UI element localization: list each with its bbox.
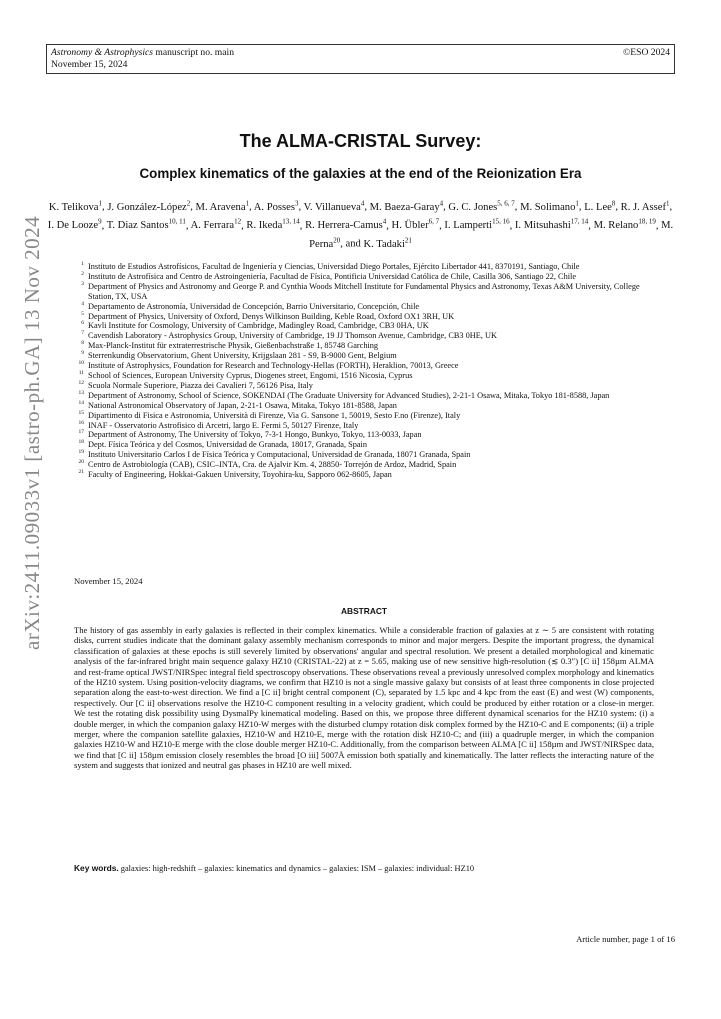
author-affiliation-mark: 5, 6, 7 bbox=[497, 199, 515, 207]
author-name: I. De Looze bbox=[47, 220, 99, 232]
author-name: M. Relano bbox=[593, 220, 639, 232]
author-name: J. González-López bbox=[107, 201, 187, 213]
affiliation-text: Department of Astronomy, The University of Tokyo, 7-3-1 Hongo, Bunkyo, Tokyo, 113-0033, Japan bbox=[88, 430, 422, 440]
manuscript-number: manuscript no. main bbox=[155, 47, 234, 58]
author bbox=[593, 217, 656, 232]
affiliation-number: 2 bbox=[81, 270, 84, 277]
author-affiliation-mark: 17, 14 bbox=[570, 217, 589, 226]
author bbox=[190, 217, 242, 232]
affiliation-item bbox=[74, 341, 654, 351]
affiliation-item bbox=[74, 440, 654, 450]
author bbox=[444, 217, 510, 232]
journal-header bbox=[46, 44, 675, 74]
author-name: M. Perna bbox=[309, 220, 674, 250]
affiliation-number: 9 bbox=[81, 350, 84, 357]
author bbox=[369, 199, 444, 213]
affiliation-number: 15 bbox=[78, 409, 84, 416]
keywords-text: galaxies: high-redshift – galaxies: kinematics and dynamics – galaxies: ISM – galaxies: individual: HZ10 bbox=[120, 864, 475, 873]
affiliation-number: 3 bbox=[81, 280, 84, 287]
author bbox=[253, 199, 299, 213]
affiliation-item bbox=[74, 470, 654, 480]
author-affiliation-mark: 1 bbox=[98, 199, 103, 207]
author-affiliation-mark: 1 bbox=[245, 199, 250, 207]
affiliation-number: 8 bbox=[81, 340, 84, 347]
affiliation-item bbox=[74, 302, 654, 312]
author-name: G. C. Jones bbox=[448, 201, 498, 213]
author-affiliation-mark: 15, 16 bbox=[492, 217, 510, 226]
author bbox=[391, 217, 440, 232]
affiliation-text: Scuola Normale Superiore, Piazza dei Cavalieri 7, 56126 Pisa, Italy bbox=[88, 380, 313, 390]
affiliation-item bbox=[74, 371, 654, 381]
affiliation-text: INAF - Osservatorio Astrofisico di Arcetri, largo E. Fermi 5, 50127 Firenze, Italy bbox=[88, 420, 359, 430]
author bbox=[47, 217, 102, 232]
affiliation-text: Instituto de Estudios Astrofísicos, Facultad de Ingeniería y Ciencias, Universidad Diego Portales, Ejército Libertador 441, 8370191, Santiago, Chile bbox=[88, 262, 580, 271]
affiliation-text: Institute of Astrophysics, Foundation for Research and Technology-Hellas (FORTH), Heraklion, 70013, Greece bbox=[88, 361, 459, 371]
author bbox=[106, 217, 186, 232]
author-list: K. Telikova$^1$, J. González-López$^2$, M. Aravena$^1$, A. Posses$^3$, V. Villanueva$^4$, M. Baeza-Garay$^4$, G. C. Jones$^{5, 6, 7}$, M. Solimano$^1$, L. Lee$^8$, R. J. Assef$^1$, I. De Looze$^9$, T. Diaz Santos$^{10, 11}$, A. Ferrara$^{12}$, R. Ikeda$^{13, 14}$, R. Herrera-Camus$^4$, H. Übler$^{6, 7}$, I. Lamperti$^{15, 16}$, I. Mitsuhashi$^{17, 14}$, M. Relano$^{18, 19}$, M. Perna$^{20}$, and K. Tadaki$^{21}$ bbox=[47, 199, 674, 250]
affiliation-text: Cavendish Laboratory - Astrophysics Group, University of Cambridge, 19 JJ Thomson Avenue, Cambridge, CB3 0HE, UK bbox=[88, 331, 497, 341]
affiliation-text: Departamento de Astronomía, Universidad de Concepción, Barrio Universitario, Concepción, Chile bbox=[88, 301, 420, 311]
copyright: ©ESO 2024 bbox=[623, 47, 670, 58]
author bbox=[48, 199, 103, 213]
affiliation-text: School of Sciences, European University Cyprus, Diogenes street, Engomi, 1516 Nicosia, Cyprus bbox=[88, 370, 413, 380]
author-affiliation-mark: 2 bbox=[186, 199, 191, 207]
paper-title: The ALMA-CRISTAL Survey: bbox=[239, 131, 482, 151]
header-left bbox=[51, 47, 234, 71]
affiliation-item bbox=[74, 430, 654, 440]
affiliation-item bbox=[74, 262, 654, 272]
affiliation-number: 12 bbox=[78, 379, 84, 386]
affiliation-number: 5 bbox=[81, 310, 84, 317]
author-affiliation-mark: 18, 19 bbox=[638, 217, 656, 226]
affiliation-item bbox=[74, 401, 654, 411]
author-name: R. J. Assef bbox=[620, 201, 666, 213]
author bbox=[107, 199, 191, 213]
paper-subtitle: Complex kinematics of the galaxies at the end of the Reionization Era bbox=[139, 166, 582, 181]
affiliation-number: 11 bbox=[78, 369, 84, 376]
author-name: K. Tadaki bbox=[363, 238, 405, 250]
affiliation-item bbox=[74, 450, 654, 460]
abstract-body: The history of gas assembly in early galaxies is reflected in their complex kinematics. While a considerable fraction of galaxies at z ∼ 5 are consistent with rotating disks, current studies indicate that the dominant galaxy assembly mechanism corresponds to minor and major mergers. Despite the important progress, the dynamical classification of galaxies at these epochs is still severely limited by observations' angular and spectral resolution. We present a detailed morphological and kinematic analysis of the far-infrared bright main sequence galaxy HZ10 (CRISTAL-22) at z = 5.65, making use of new sensitive high-resolution (≲ 0.3″) [C ii] 158µm ALMA and rest-frame optical JWST/NIRSpec integral field spectroscopy observations. These observations reveal a previously unresolved complex morphology and kinematics of the HZ10 system. Using position-velocity diagrams, we confirm that HZ10 is not a single massive galaxy but consists of at least three components in close projected separation along the east-to-west direction. We find a [C ii] bright central component (C), separated by 1.5 kpc and 4 kpc from the east (E) and west (W) components, respectively. Our [C ii] observations resolve the HZ10-C component resulting in a velocity gradient, which could be produced by either rotation or a close-in merger. We test the rotating disk possibility using DysmalPy kinematical modeling. Based on this, we propose three different dynamical scenarios for the HZ10 system: (i) a double merger, in which the companion galaxy HZ10-W merges with the disturbed clumpy rotation disk complex formed by the HZ10-C and E components; (ii) a triple merger, where the companion satellite galaxies, HZ10-W and HZ10-E, merge with the rotation disk HZ10-C; and (iii) a quadruple merger, in which the companion galaxies HZ10-W and HZ10-E merge with the close double merger HZ10-C. Additionally, from the comparison between ALMA [C ii] 158µm and JWST/NIRSpec data, we find that [C ii] 158µm emission closely resembles the broad [O iii] 5007Å emission both spatially and kinematically. The latter reflects the interacting nature of the system and suggests that ionized and neutral gas phases in HZ10 are well mixed. bbox=[74, 625, 654, 771]
author-affiliation-mark: 8 bbox=[611, 199, 616, 207]
affiliation-text: Instituto Universitario Carlos I de Física Teórica y Computacional, Universidad de Granada, 18071 Granada, Spain bbox=[88, 450, 471, 460]
author-affiliation-mark: 12 bbox=[234, 217, 242, 226]
affiliation-text: Kavli Institute for Cosmology, University of Cambridge, Madingley Road, Cambridge, CB3 0HA, UK bbox=[88, 321, 429, 331]
author-name: M. Solimano bbox=[520, 201, 576, 213]
affiliation-text: Instituto de Astrofísica and Centro de Astroingeniería, Facultad de Física, Pontificia Universidad Católica de Chile, Casilla 306, Santiago 22, Chile bbox=[88, 271, 577, 281]
author-affiliation-mark: 9 bbox=[98, 217, 102, 226]
author-name: R. Herrera-Camus bbox=[305, 220, 383, 232]
affiliation-item bbox=[74, 361, 654, 371]
affiliation-item bbox=[74, 351, 654, 361]
affiliation-item bbox=[74, 312, 654, 322]
affiliation-number: 18 bbox=[78, 439, 84, 446]
author-name: V. Villanueva bbox=[303, 201, 361, 213]
author-affiliation-mark: 6, 7 bbox=[428, 217, 440, 226]
author-name: M. Aravena bbox=[195, 201, 246, 213]
author-name: K. Telikova bbox=[48, 201, 99, 213]
keywords-label: Key words. bbox=[74, 863, 119, 873]
affiliation-number: 7 bbox=[81, 330, 84, 337]
author-affiliation-mark: 4 bbox=[439, 199, 444, 207]
author-name: A. Posses bbox=[253, 201, 295, 213]
affiliation-number: 19 bbox=[78, 449, 84, 456]
author bbox=[448, 199, 515, 213]
affiliation-number: 6 bbox=[81, 320, 84, 327]
author-affiliation-mark: 4 bbox=[382, 217, 387, 226]
author bbox=[195, 199, 250, 213]
author-affiliation-mark: 3 bbox=[294, 199, 299, 207]
journal-name: Astronomy & Astrophysics bbox=[51, 47, 153, 58]
affiliation-item bbox=[74, 411, 654, 421]
author bbox=[620, 199, 670, 213]
affiliation-number: 13 bbox=[78, 389, 84, 396]
affiliation-item bbox=[74, 272, 654, 282]
affiliation-item bbox=[74, 391, 654, 401]
keywords bbox=[74, 863, 654, 874]
author-affiliation-mark: 13, 14 bbox=[282, 217, 300, 226]
author-affiliation-mark: 20 bbox=[333, 236, 341, 245]
affiliation-item bbox=[74, 321, 654, 331]
affiliation-number: 21 bbox=[78, 469, 84, 476]
affiliation-number: 1 bbox=[81, 261, 84, 267]
affiliation-item bbox=[74, 282, 654, 302]
author bbox=[520, 199, 579, 213]
affiliation-number: 14 bbox=[78, 399, 84, 406]
affiliation-text: Max-Planck-Institut für extraterrestrische Physik, Gießenbachstraße 1, 85748 Garching bbox=[88, 341, 379, 351]
author-name: R. Ikeda bbox=[246, 220, 283, 232]
affiliation-text: Centro de Astrobiología (CAB), CSIC–INTA, Cra. de Ajalvir Km. 4, 28850- Torrejón de Ardoz, Madrid, Spain bbox=[88, 460, 457, 470]
affiliation-text: Department of Physics, University of Oxford, Denys Wilkinson Building, Keble Road, Oxford OX1 3RH, UK bbox=[88, 311, 455, 321]
affiliation-list bbox=[74, 262, 654, 480]
affiliation-text: Sterrenkundig Observatorium, Ghent University, Krijgslaan 281 - S9, B-9000 Gent, Belgium bbox=[88, 351, 397, 361]
author-affiliation-mark: 10, 11 bbox=[168, 217, 186, 226]
affiliation-text: Faculty of Engineering, Hokkai-Gakuen University, Toyohira-ku, Sapporo 062-8605, Japan bbox=[88, 470, 392, 480]
affiliation-number: 4 bbox=[81, 300, 84, 307]
affiliation-text: National Astronomical Observatory of Japan, 2-21-1 Osawa, Mitaka, Tokyo 181-8588, Japan bbox=[88, 400, 397, 410]
author-name: I. Mitsuhashi bbox=[514, 220, 571, 232]
author-affiliation-mark: 1 bbox=[665, 199, 670, 207]
page-footer: Article number, page 1 of 16 bbox=[576, 934, 675, 944]
affiliation-item bbox=[74, 331, 654, 341]
received-date: November 15, 2024 bbox=[74, 576, 143, 586]
affiliation-number: 17 bbox=[78, 429, 84, 436]
author-name: I. Lamperti bbox=[444, 220, 493, 232]
abstract-heading: ABSTRACT bbox=[340, 606, 388, 616]
affiliation-text: Department of Physics and Astronomy and George P. and Cynthia Woods Mitchell Institute for Fundamental Physics and Astronomy, Texas A&M University, College Station, TX, USA bbox=[88, 281, 640, 301]
author bbox=[584, 199, 616, 213]
author-affiliation-mark: 1 bbox=[575, 199, 579, 207]
author bbox=[514, 217, 589, 232]
affiliation-item bbox=[74, 460, 654, 470]
author bbox=[305, 217, 387, 232]
affiliation-text: Dipartimento di Fisica e Astronomia, Università di Firenze, Via G. Sansone 1, 50019, Sesto F.no (Firenze), Italy bbox=[88, 410, 461, 420]
author-name: T. Diaz Santos bbox=[106, 220, 169, 232]
header-date: November 15, 2024 bbox=[51, 59, 128, 70]
author-name: A. Ferrara bbox=[190, 220, 235, 232]
author-name: L. Lee bbox=[584, 201, 612, 213]
arxiv-identifier[interactable]: arXiv:2411.09033v1 [astro-ph.GA] 13 Nov 2024 bbox=[20, 215, 44, 650]
affiliation-text: Dept. Física Teórica y del Cosmos, Universidad de Granada, 18017, Granada, Spain bbox=[88, 440, 367, 450]
author-name: M. Baeza-Garay bbox=[369, 201, 440, 213]
author-affiliation-mark: 21 bbox=[404, 236, 412, 245]
affiliation-number: 16 bbox=[78, 419, 84, 426]
affiliation-text: Department of Astronomy, School of Science, SOKENDAI (The Graduate University for Advanced Studies), 2-21-1 Osawa, Mitaka, Tokyo 181-8588, Japan bbox=[88, 390, 610, 400]
author bbox=[246, 217, 300, 232]
affiliation-item bbox=[74, 421, 654, 431]
author-name: H. Übler bbox=[391, 220, 429, 232]
author bbox=[303, 199, 365, 213]
affiliation-item bbox=[74, 381, 654, 391]
affiliation-number: 20 bbox=[78, 459, 84, 466]
author-affiliation-mark: 4 bbox=[360, 199, 365, 207]
affiliation-number: 10 bbox=[78, 360, 84, 367]
author bbox=[363, 236, 412, 250]
